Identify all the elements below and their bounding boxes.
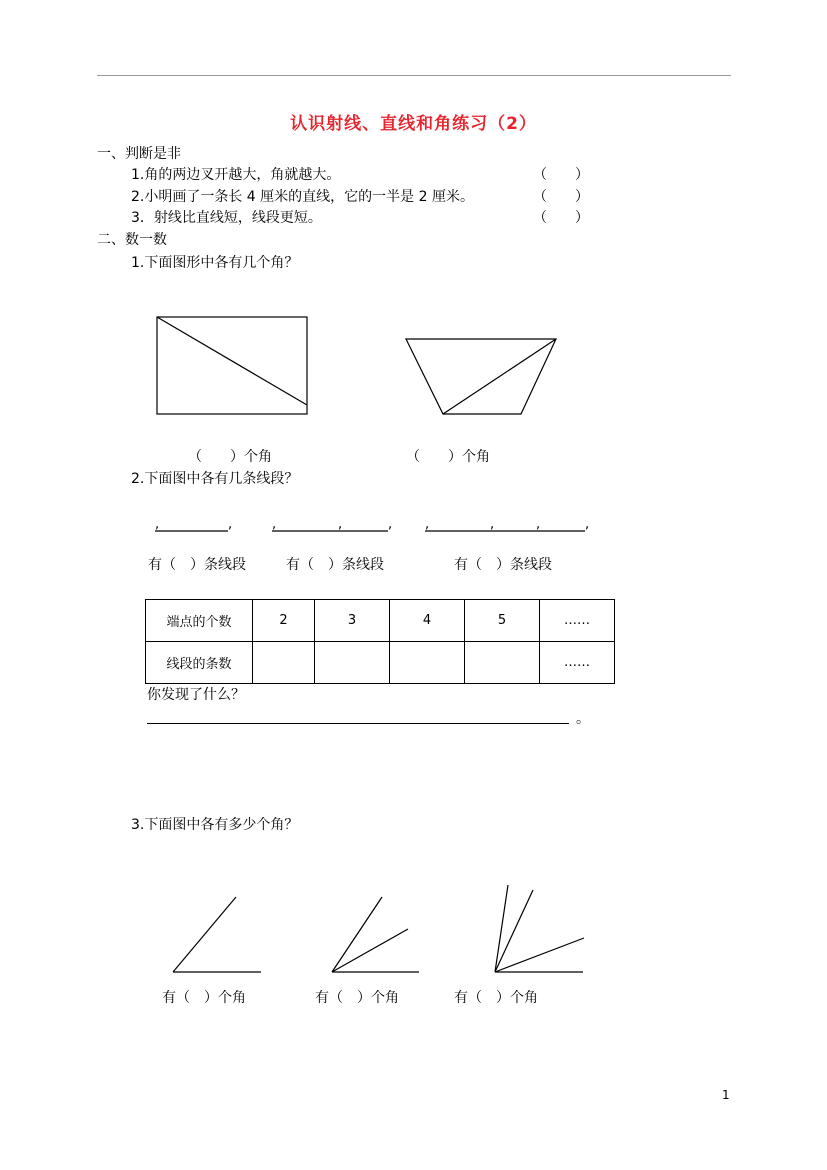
q3-prompt: 3.下面图中各有多少个角？	[131, 817, 299, 833]
section2-heading: 二、数一数	[97, 232, 167, 248]
trapezoid-figure	[406, 339, 556, 414]
comma-mark: ,	[228, 517, 233, 532]
answer-line	[147, 723, 569, 724]
judgement-item-3: 3．射线比直线短，线段更短。	[131, 210, 322, 226]
judgement-item-1: 1.角的两边叉开越大，角就越大。	[131, 167, 341, 183]
q2-answer-3: 有（ ）条线段	[454, 557, 552, 573]
table-cell	[465, 642, 540, 684]
table-cell: 4	[390, 600, 465, 642]
page-number: 1	[722, 1088, 730, 1102]
table-cell: ……	[540, 600, 615, 642]
table-cell	[253, 642, 315, 684]
table-cell: 2	[253, 600, 315, 642]
q3-answer-2: 有（ ）个角	[315, 990, 399, 1006]
angle-figure-2	[332, 897, 419, 972]
comma-mark: ,	[272, 517, 277, 532]
comma-mark: ,	[155, 517, 160, 532]
table-cell	[315, 642, 390, 684]
judgement-paren-1: （ ）	[533, 167, 589, 183]
table-cell: 端点的个数	[146, 600, 253, 642]
q2-prompt: 2.下面图中各有几条线段？	[131, 471, 299, 487]
q1-prompt: 1.下面图形中各有几个角？	[131, 255, 299, 271]
segment-count-table	[145, 599, 615, 684]
comma-mark: ,	[585, 517, 590, 532]
comma-mark: ,	[388, 517, 393, 532]
comma-mark: ,	[338, 517, 343, 532]
q1-answer-1: （ ）个角	[188, 449, 272, 465]
table-row	[146, 600, 615, 642]
comma-mark: ,	[536, 517, 541, 532]
table-cell: 线段的条数	[146, 642, 253, 684]
q2-answer-1: 有（ ）条线段	[148, 557, 246, 573]
page-title: 认识射线、直线和角练习（2）	[290, 114, 537, 134]
angle-figure-3	[495, 885, 584, 972]
end-mark: 。	[576, 711, 590, 727]
rectangle-figure	[157, 317, 307, 414]
discover-prompt: 你发现了什么？	[147, 687, 245, 703]
table-cell: ……	[540, 642, 615, 684]
judgement-paren-3: （ ）	[533, 210, 589, 226]
comma-mark: ,	[490, 517, 495, 532]
q1-answer-2: （ ）个角	[406, 449, 490, 465]
table-row	[146, 642, 615, 684]
q3-answer-1: 有（ ）个角	[162, 990, 246, 1006]
section1-heading: 一、判断是非	[97, 146, 181, 162]
comma-mark: ,	[425, 517, 430, 532]
angle-figure-1	[173, 897, 261, 972]
q2-answer-2: 有（ ）条线段	[286, 557, 384, 573]
judgement-item-2: 2.小明画了一条长 4 厘米的直线，它的一半是 2 厘米。	[131, 189, 474, 205]
judgement-paren-2: （ ）	[533, 189, 589, 205]
table-cell	[390, 642, 465, 684]
table-cell: 5	[465, 600, 540, 642]
table-cell: 3	[315, 600, 390, 642]
q3-answer-3: 有（ ）个角	[454, 990, 538, 1006]
